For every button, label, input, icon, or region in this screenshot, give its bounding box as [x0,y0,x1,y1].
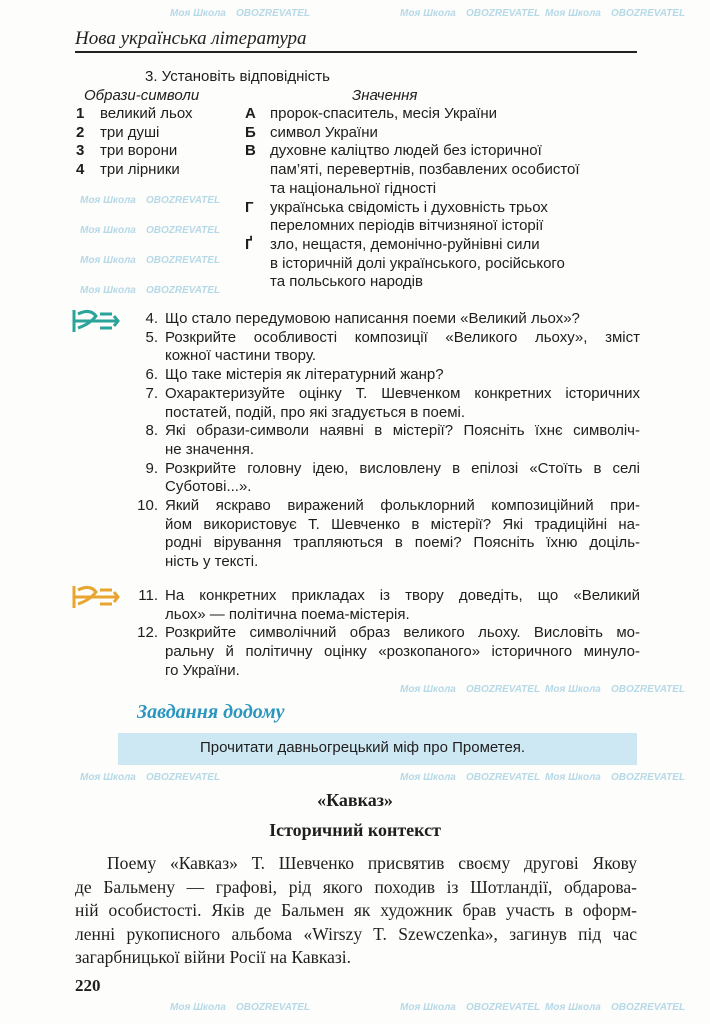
watermark-text: OBOZREVATEL [466,8,541,19]
watermark-text: Моя Школа [80,772,136,783]
option-text: три ворони [100,142,178,160]
meaning-text-line: українська свідомість і духовність трьох [270,198,548,216]
option-number: 2 [76,123,85,141]
watermark-text: OBOZREVATEL [236,1002,311,1013]
watermark-text: Моя Школа [80,285,136,296]
question-number: 7. [145,384,158,402]
header-rule [75,51,637,53]
meaning-text-line: та польського народів [270,273,423,291]
watermark-text: OBOZREVATEL [611,684,686,695]
task3-title: 3. Установіть відповідність [145,68,330,85]
question-text-line: йом використовує Т. Шевченко в містерії? Які традиційні на- [165,515,640,533]
question-text-line: Суботові...». [165,478,252,496]
section-title: «Кавказ» [317,790,393,810]
question-number: 8. [145,422,158,440]
paragraph-line: ленні рукописного альбома «Wirszy T. Szewczenka», загинув під час [75,923,637,944]
watermark-text: OBOZREVATEL [611,772,686,783]
task3-col-left: Образи-символи [84,87,200,104]
homework-title: Завдання додому [137,701,285,723]
question-text-line: кожної частини твору. [165,347,316,365]
option-number: 4 [76,161,85,179]
paragraph-line: Поему «Кавказ» Т. Шевченко присвятив своєму другові Якову [107,853,637,873]
meaning-text-line: в історичній долі українського, російського [270,254,565,272]
watermark-text: OBOZREVATEL [146,255,221,266]
meaning-letter: А [245,105,256,122]
watermark-text: OBOZREVATEL [146,285,221,296]
meaning-text-line: символ України [270,123,378,141]
question-number: 9. [145,459,158,477]
option-text: три лірники [100,161,180,179]
question-text-line: На конкретних прикладах із твору доведіть, що «Великий [165,587,640,604]
orange-ornament-icon [70,582,120,612]
question-number: 10. [137,497,158,514]
watermark-text: OBOZREVATEL [466,1002,541,1013]
homework-text: Прочитати давньогрецький міф про Прометея. [200,739,526,756]
question-text-line: Які образи-символи наявні в містерії? Поясніть їхнє символіч- [165,422,640,440]
watermark-text: Моя Школа [545,772,601,783]
question-text-line: Розкрийте символічний образ великого льоху. Висловіть мо- [165,624,640,642]
watermark-text: Моя Школа [170,8,226,19]
option-number: 3 [76,142,85,160]
question-number: 4. [145,310,158,327]
meaning-text-line: зло, нещастя, демонічно-руйнівні сили [270,235,540,253]
meaning-letter: Ґ [245,235,253,253]
question-text-line: ральну й політичну оцінку «розкопаного» історичного минуло- [165,643,640,661]
meaning-text-line: духовне каліцтво людей без історичної [270,142,542,160]
watermark-text: OBOZREVATEL [146,772,221,783]
watermark-text: OBOZREVATEL [466,684,541,695]
meaning-text-line: пророк-спаситель, месія України [270,105,498,122]
watermark-text: Моя Школа [545,684,601,695]
option-text: три душі [100,123,160,141]
question-text-line: Що таке містерія як літературний жанр? [165,366,444,384]
question-text-line: Розкрийте особливості композиції «Великого льоху», зміст [165,328,640,346]
question-text-line: Розкрийте головну ідею, висловлену в епілозі «Стоїть в селі [165,459,640,477]
question-text-line: родні вірування трапляються в поемі? Поясніть їхню доціль- [165,534,640,552]
question-number: 12. [137,624,158,642]
question-number: 5. [145,328,158,346]
watermark-text: Моя Школа [80,225,136,236]
question-number: 6. [145,366,158,384]
option-number: 1 [76,105,85,122]
watermark-text: Моя Школа [545,1002,601,1013]
question-text-line: Охарактеризуйте оцінку Т. Шевченком конкретних історичних [165,384,640,402]
meaning-text-line: пам’яті, перевертнів, позбавлених особистої [270,161,580,179]
paragraph-line: ній особистості. Яків де Бальмен як художник брав участь в оформ- [75,900,637,921]
watermark-text: Моя Школа [400,684,456,695]
meaning-letter: Б [245,123,256,141]
watermark-text: OBOZREVATEL [611,1002,686,1013]
running-header: Нова українська література [75,28,307,49]
question-text-line: ність у тексті. [165,553,259,571]
task3-col-right: Значення [352,87,418,104]
meaning-letter: Г [245,198,254,216]
section-subtitle: Історичний контекст [269,820,441,840]
watermark-text: Моя Школа [80,255,136,266]
paragraph-line: де Бальмену — графові, рід якого походив із Шотландії, обдарова- [75,876,637,897]
paragraph-line: загарбницької війни Росії на Кавказі. [75,947,352,968]
watermark-text: Моя Школа [400,772,456,783]
watermark-text: Моя Школа [545,8,601,19]
watermark-text: Моя Школа [170,1002,226,1013]
watermark-text: OBOZREVATEL [146,195,221,206]
watermark-text: Моя Школа [400,1002,456,1013]
question-text-line: го України. [165,661,240,679]
meaning-text-line: переломних періодів вітчизняної історії [270,217,544,235]
page-number: 220 [75,976,101,995]
question-number: 11. [138,587,158,604]
question-text-line: Що стало передумовою написання поеми «Великий льох»? [165,310,580,327]
teal-ornament-icon [70,306,120,336]
question-text-line: постатей, подій, про які згадується в поемі. [165,403,466,421]
question-text-line: льох» — політична поема-містерія. [165,605,410,623]
watermark-text: OBOZREVATEL [611,8,686,19]
meaning-text-line: та національної гідності [270,179,437,197]
question-text-line: Який яскраво виражений фольклорний композиційний при- [165,497,640,514]
watermark-text: OBOZREVATEL [236,8,311,19]
question-text-line: не значення. [165,440,254,458]
meaning-letter: В [245,142,256,160]
option-text: великий льох [100,105,193,122]
watermark-text: Моя Школа [400,8,456,19]
watermark-text: OBOZREVATEL [466,772,541,783]
watermark-text: Моя Школа [80,195,136,206]
watermark-text: OBOZREVATEL [146,225,221,236]
